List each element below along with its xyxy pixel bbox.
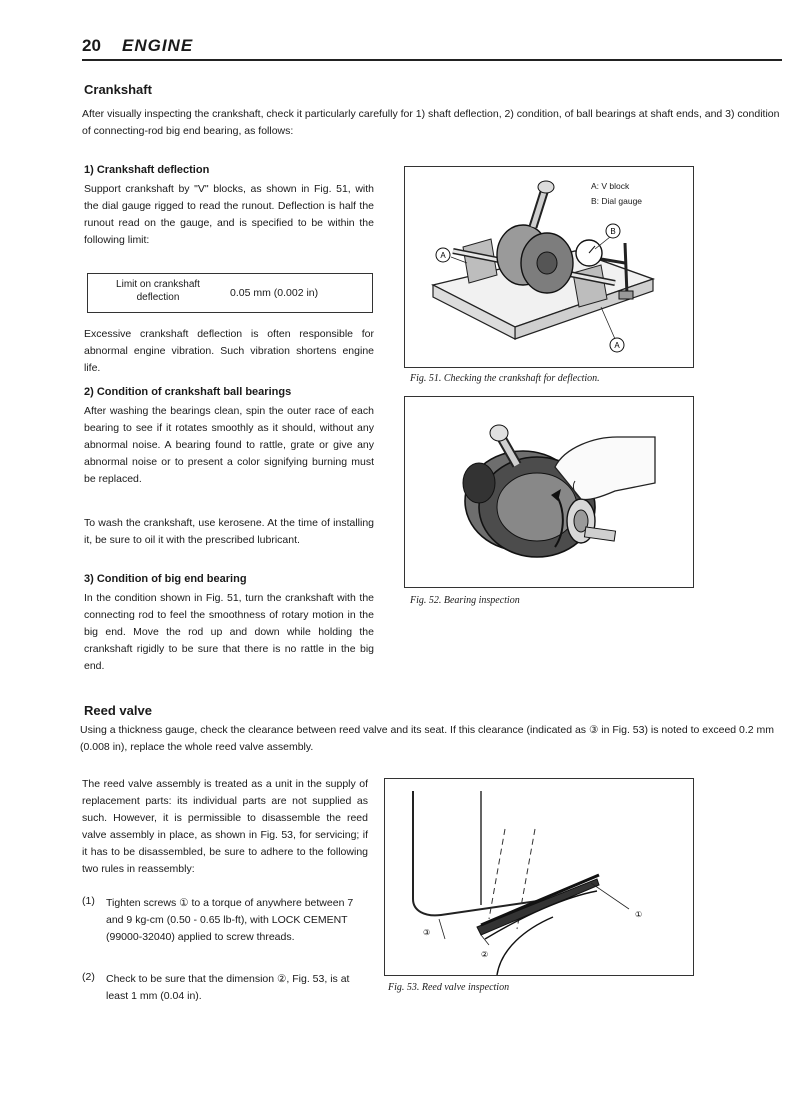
deflection-body: Support crankshaft by "V" blocks, as shown in Fig. 51, with the dial gauge rigged to read the runout. Deflection is half the runout read on the gauge, and is specified to be within the following limit: bbox=[84, 183, 374, 246]
figure-52-caption: Fig. 52. Bearing inspection bbox=[410, 595, 520, 606]
deflection-note: Excessive crankshaft deflection is often responsible for abnormal engine vibration. Such vibration shortens engine life. bbox=[84, 328, 374, 374]
page-number: 20 bbox=[82, 36, 101, 55]
rule-1-number: (1) bbox=[82, 895, 95, 907]
limit-label: Limit on crankshaft deflection bbox=[116, 279, 200, 303]
figure-52 bbox=[404, 396, 694, 588]
bearing-inspection-illustration bbox=[405, 397, 693, 587]
ball-bearings-body: After washing the bearings clean, spin the outer race of each bearing to see if it rotates smoothly as it should, without any abnormal noise. A bearing found to rattle, grate or give any abnormal noise or to present a color signifying burning must be replaced. bbox=[84, 405, 374, 485]
crankshaft-v-block-illustration bbox=[405, 167, 693, 367]
figure-53 bbox=[384, 778, 694, 976]
wash-note: To wash the crankshaft, use kerosene. At the time of installing it, be sure to oil it with the prescribed lubricant. bbox=[84, 517, 374, 546]
reed-valve-illustration bbox=[385, 779, 693, 975]
big-end-title: 3) Condition of big end bearing bbox=[84, 573, 247, 585]
ball-bearings-title: 2) Condition of crankshaft ball bearings bbox=[84, 386, 292, 398]
reed-valve-body: The reed valve assembly is treated as a unit in the supply of replacement parts: its individual parts are not supplied as such. However, it is permissible to disassemble the reed valve assembly in place, as shown in Fig. 53, for servicing; if it has to be disassembled, be sure to adhere to the following two rules in reassembly: bbox=[82, 778, 368, 875]
fig51-callout-a-right: A bbox=[614, 341, 620, 350]
fig51-legend-b: B: Dial gauge bbox=[591, 196, 643, 206]
rule-1-text: Tighten screws ① to a torque of anywhere between 7 and 9 kg-cm (0.50 - 0.65 lb-ft), with LOCK CEMENT (99000-32040) applied to screw threads. bbox=[106, 897, 354, 943]
figure-53-caption: Fig. 53. Reed valve inspection bbox=[388, 982, 510, 993]
reed-valve-heading: Reed valve bbox=[84, 703, 152, 718]
deflection-limit-box bbox=[87, 273, 373, 313]
section-title: ENGINE bbox=[122, 36, 194, 55]
crankshaft-intro: After visually inspecting the crankshaft, check it particularly carefully for 1) shaft deflection, 2) condition, of ball bearings at shaft ends, and 3) condition of connecting-rod big end bearing, as follows: bbox=[82, 108, 780, 137]
fig53-callout-2: ② bbox=[481, 950, 489, 959]
figure-51 bbox=[404, 166, 694, 368]
header-rule bbox=[82, 59, 782, 61]
fig53-callout-1: ① bbox=[635, 910, 643, 919]
fig51-callout-a-left: A bbox=[440, 251, 446, 260]
big-end-body: In the condition shown in Fig. 51, turn the crankshaft with the connecting rod to feel the smoothness of rotary motion in the big end. Move the rod up and down while holding the crankshaft rigidly to be sure that there is no rattle in the big end. bbox=[84, 592, 374, 672]
figure-51-caption: Fig. 51. Checking the crankshaft for deflection. bbox=[410, 373, 600, 384]
rule-2-number: (2) bbox=[82, 971, 95, 983]
rule-2-text: Check to be sure that the dimension ②, Fig. 53, is at least 1 mm (0.04 in). bbox=[106, 973, 350, 1002]
fig51-callout-b: B bbox=[610, 227, 616, 236]
crankshaft-heading: Crankshaft bbox=[84, 82, 152, 97]
fig51-legend-a: A: V block bbox=[591, 181, 630, 191]
deflection-title: 1) Crankshaft deflection bbox=[84, 164, 210, 176]
fig51-legend bbox=[591, 179, 642, 209]
reed-valve-intro: Using a thickness gauge, check the clearance between reed valve and its seat. If this clearance (indicated as ③ in Fig. 53) is noted to exceed 0.2 mm (0.008 in), replace the whole reed valve assembly. bbox=[80, 724, 775, 753]
limit-value: 0.05 mm (0.002 in) bbox=[230, 287, 319, 299]
fig53-callout-3: ③ bbox=[423, 928, 431, 937]
